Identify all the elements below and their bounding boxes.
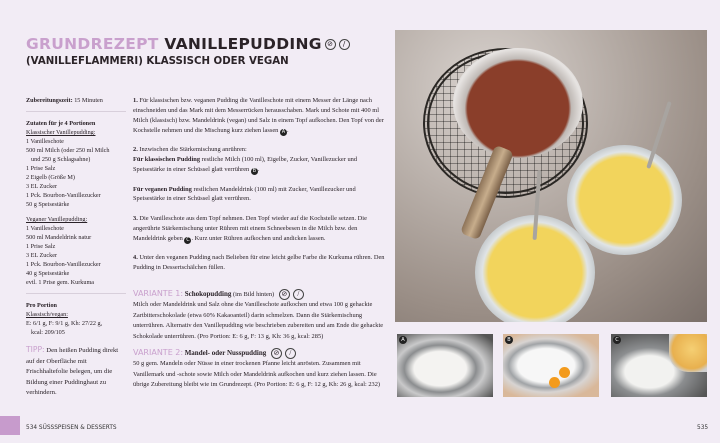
step-bold: Für veganen Pudding [133, 185, 192, 193]
chocolate-pudding-pot [453, 48, 583, 158]
step-photo-a [397, 334, 493, 397]
step-2 [133, 145, 389, 155]
nutrition-kcal: kcal: 209/105 [31, 329, 65, 336]
divider [26, 293, 126, 294]
page-number-left: 534 [26, 425, 38, 431]
page-number-right: 535 [697, 425, 709, 431]
title-main: VANILLEPUDDING [164, 35, 322, 53]
egg-yolk [559, 367, 570, 378]
variant-title: Schokopudding [184, 289, 232, 298]
step-text: . Kurz unter Rühren aufkochen und andicken lassen. [191, 234, 326, 242]
ingredients-heading: Zutaten für je 4 Portionen [26, 120, 96, 127]
step-number: 2. [133, 146, 138, 154]
vegan-heading: Veganer Vanillepudding: [26, 216, 88, 223]
ingredient: 500 ml Milch (oder 250 ml Milch [26, 147, 110, 154]
ingredients-column [26, 96, 126, 399]
step-text: Unter den veganen Pudding nach Belieben für eine leicht gelbe Farbe die Kurkuma rühren. Den Pudding in Dessertschälchen füllen. [133, 254, 385, 272]
ingredient: evtl. 1 Prise gem. Kurkuma [26, 279, 95, 286]
step-photo-b [503, 334, 599, 397]
ingredient: 50 g Speisestärke [26, 201, 70, 208]
ingredient: 2 Eigelb (Größe M) [26, 174, 75, 181]
page-title [26, 35, 350, 53]
variant-2 [133, 348, 389, 391]
ingredient: 3 EL Zucker [26, 183, 58, 190]
variant-title: Mandel- oder Nusspudding [184, 349, 267, 357]
variant-label: VARIANTE 2: [133, 348, 184, 357]
photo-label: A [399, 336, 407, 344]
classic-list [26, 137, 126, 209]
ingredient: 1 Pck. Bourbon-Vanillezucker [26, 192, 101, 199]
photo-label: B [505, 336, 513, 344]
vegan-list [26, 224, 126, 287]
prep-label: Zubereitungszeit: [26, 97, 73, 104]
ingredient: 1 Pck. Bourbon-Vanillezucker [26, 261, 101, 268]
photo-ref-badge: C [186, 236, 190, 243]
vegetarian-icon: ⊘ [279, 289, 290, 300]
tip-label: TIPP: [26, 345, 45, 354]
step-photo-c [611, 334, 707, 397]
step-2-classic: Für klassischen Pudding restliche Milch (100 ml), Eigelbe, Zucker, Vanillezucker und Speisestärke in einer Schüssel glatt verrühren B . [133, 156, 358, 175]
egg-yolk [549, 377, 560, 388]
step-text: restlichen Mandeldrink (100 ml) mit Zucker, Vanillezucker und Speisestärke in einer Schüssel glatt verrühren. [133, 185, 356, 203]
step-3 [133, 214, 389, 244]
step-2-vegan [133, 185, 389, 205]
step-number: 1. [133, 97, 138, 104]
vegetarian-icon: ⊘ [271, 348, 282, 359]
ingredient: 40 g Speisestärke [26, 270, 70, 277]
classic-heading: Klassischer Vanillepudding: [26, 129, 96, 136]
step-text: restliche Milch (100 ml), Eigelbe, Zucker, Vanillezucker und Speisestärke in einer Schüssel glatt verrühren [133, 156, 358, 174]
ingredient: 3 EL Zucker [26, 252, 58, 259]
divider [26, 111, 126, 112]
vegan-icon: / [293, 289, 304, 300]
main-photo-puddings [395, 30, 707, 322]
prep-value: 15 Minuten [74, 97, 103, 104]
vegan-icon: / [339, 39, 350, 50]
step-number: 4. [133, 254, 138, 262]
steps-column [133, 96, 389, 400]
ingredient: und 250 g Schlagsahne) [31, 156, 91, 163]
nutrition-values: E: 6/1 g, F: 9/1 g, Kh: 27/22 g, [26, 320, 103, 327]
photo-ref-badge: B [252, 168, 257, 175]
vegetarian-icon: ⊘ [325, 39, 336, 50]
vanilla-pudding-bowl [567, 145, 682, 255]
section-name: SÜSSSPEISEN & DESSERTS [38, 425, 117, 431]
photo-label: C [613, 336, 621, 344]
tip-text: Den heißen Pudding direkt auf der Oberfläche mit Frischhaltefolie belegen, um die Bildung einer Puddinghaut zu verhindern. [26, 347, 119, 396]
pouring-bowl [669, 334, 707, 372]
subtitle: (VANILLEFLAMMERI) KLASSISCH ODER VEGAN [26, 56, 289, 67]
step-bold: Für klassischen Pudding [133, 156, 201, 164]
ingredient: 1 Vanilleschote [26, 138, 64, 145]
step-4 [133, 253, 389, 273]
ingredient: 500 ml Mandeldrink natur [26, 234, 92, 241]
nutrition-sub: Klassisch/vegan: [26, 311, 68, 318]
step-text: Für klassischen bzw. veganen Pudding die Vanilleschote mit einem Messer der Länge nach einschneiden und das Mark mit dem Messerrücken herausschaben. Mark und Schote mit 400 ml Milch (klassisch) bzw. Mandeldrink (vegan) und Salz in einem Topf aufkochen. Den Topf von der Kochstelle nehmen und die Mischung kurz ziehen lassen [133, 97, 384, 134]
step-number: 3. [133, 214, 138, 222]
title-prefix: GRUNDREZEPT [26, 35, 159, 53]
chapter-tab [0, 416, 20, 435]
ingredient: 1 Prise Salz [26, 165, 56, 172]
photo-ref-badge: A [281, 128, 286, 135]
footer-left [26, 424, 117, 432]
step-text: Die Vanilleschote aus dem Topf nehmen. Den Topf wieder auf die Kochstelle setzen. Die angerührte Stärkemischung unter Rühren mit einem Schneebesen in die Milch bzw. den Mandeldrink geben [133, 214, 367, 242]
variant-label: VARIANTE 1: [133, 288, 184, 298]
tip [26, 345, 126, 399]
ingredient: 1 Vanilleschote [26, 225, 64, 232]
nutrition-heading: Pro Portion [26, 302, 57, 309]
variant-note: (im Bild hinten) [233, 290, 275, 298]
ingredient: 1 Prise Salz [26, 243, 56, 250]
step-1: 1. Für klassischen bzw. veganen Pudding die Vanilleschote mit einem Messer der Länge nach einschneiden und das Mark mit dem Messerrücken herausschaben. Mark und Schote mit 400 ml Milch (klassisch) bzw. Mandeldrink (vegan) und Salz in einem Topf aufkochen. Den Topf von der Kochstelle nehmen und die Mischung kurz ziehen lassen A . [133, 97, 384, 135]
variant-1 [133, 289, 389, 342]
variant-text: Milch oder Mandeldrink und Salz ohne die Vanilleschote aufkochen und etwa 100 g gehackte Zartbitterschokolade (etwa 60% Kakaoanteil) darin schmelzen. Dann die Stärkemischung unterrühren. Alternativ den Vanillepudding wie beschrieben zubereiten und am Ende die gehackte Schokolade unterrühren. (Pro Portion: E: 6 g, F: 13 g, Kh: 36 g, kcal: 285) [133, 301, 384, 340]
step-text: Inzwischen die Stärkemischung anrühren: [139, 146, 247, 154]
variant-text: 50 g gem. Mandeln oder Nüsse in einer trockenen Pfanne leicht anrösten. Zusammen mit Vanillemark und -schote sowie Milch oder Mandeldrink aufkochen und kurz ziehen lassen. Die übrige Zubereitung bleibt wie im Grundrezept. (Pro Portion: E: 6 g, F: 12 g, Kh: 26 g, kcal: 232) [133, 360, 381, 389]
vegan-icon: / [285, 348, 296, 359]
